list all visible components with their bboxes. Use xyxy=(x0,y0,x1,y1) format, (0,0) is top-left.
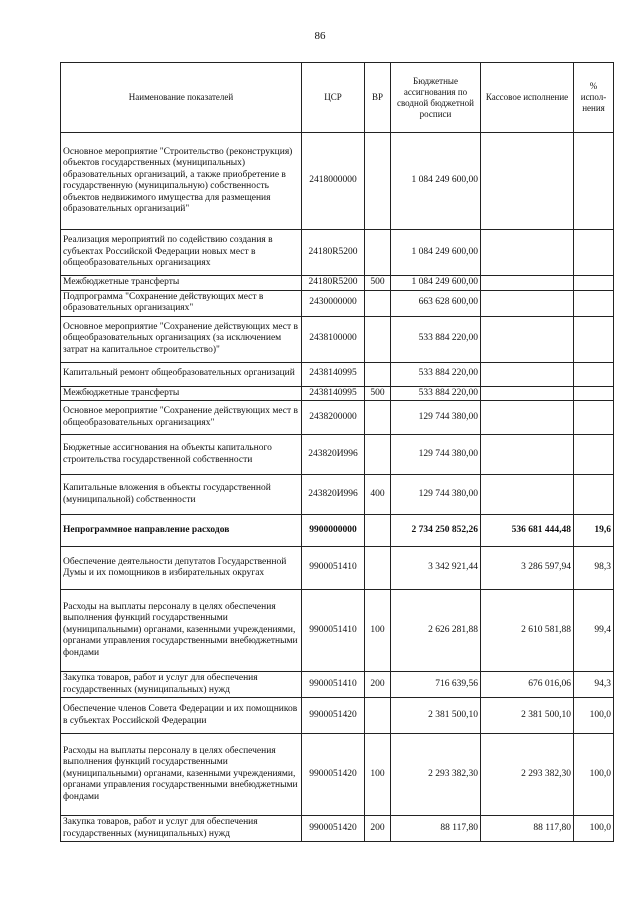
cell-name: Основное мероприятие "Сохранение действующих мест в общеобразовательных организациях" xyxy=(61,401,302,435)
cell-assigned: 716 639,56 xyxy=(391,672,481,698)
cell-name: Закупка товаров, работ и услуг для обеспечения государственных (муниципальных) нужд xyxy=(61,816,302,842)
cell-csr: 24180R5200 xyxy=(302,276,365,291)
cell-percent xyxy=(574,316,614,362)
table-row xyxy=(61,475,614,515)
cell-executed xyxy=(481,276,574,291)
cell-csr: 9900051420 xyxy=(302,734,365,816)
cell-executed xyxy=(481,401,574,435)
cell-csr: 243820И996 xyxy=(302,475,365,515)
cell-executed xyxy=(481,435,574,475)
table-row xyxy=(61,316,614,362)
cell-name: Основное мероприятие "Сохранение действующих мест в общеобразовательных организациях (за исключением затрат на капитальное строительство)" xyxy=(61,316,302,362)
cell-percent: 19,6 xyxy=(574,515,614,547)
cell-vr: 100 xyxy=(365,734,391,816)
cell-assigned: 533 884 220,00 xyxy=(391,386,481,401)
cell-name: Основное мероприятие "Строительство (реконструкция) объектов государственных (муниципальных) образовательных организаций, а также приобретение в государственную (муниципальную) собственность объектов недвижимого имущества для размещения образовательных организаций" xyxy=(61,133,302,230)
table-row xyxy=(61,816,614,842)
cell-executed xyxy=(481,133,574,230)
header-csr: ЦСР xyxy=(302,63,365,133)
cell-name: Обеспечение деятельности депутатов Государственной Думы и их помощников в избирательных округах xyxy=(61,547,302,590)
cell-percent: 94,3 xyxy=(574,672,614,698)
cell-name: Расходы на выплаты персоналу в целях обеспечения выполнения функций государственными (муниципальными) органами, казенными учреждениями, органами управления государственными внебюджетными фондами xyxy=(61,734,302,816)
cell-csr: 9900051410 xyxy=(302,672,365,698)
cell-vr xyxy=(365,547,391,590)
cell-vr xyxy=(365,698,391,734)
cell-name: Межбюджетные трансферты xyxy=(61,386,302,401)
cell-assigned: 1 084 249 600,00 xyxy=(391,133,481,230)
cell-name: Обеспечение членов Совета Федерации и их помощников в субъектах Российской Федерации xyxy=(61,698,302,734)
cell-csr: 243820И996 xyxy=(302,435,365,475)
table-row xyxy=(61,401,614,435)
cell-vr: 100 xyxy=(365,590,391,672)
table-row xyxy=(61,698,614,734)
cell-name: Реализация мероприятий по содействию создания в субъектах Российской Федерации новых мест в общеобразовательных организациях xyxy=(61,230,302,276)
cell-percent: 98,3 xyxy=(574,547,614,590)
cell-percent xyxy=(574,386,614,401)
cell-percent: 100,0 xyxy=(574,816,614,842)
cell-vr xyxy=(365,133,391,230)
table-row xyxy=(61,435,614,475)
table-row xyxy=(61,386,614,401)
header-executed: Кассовое исполнение xyxy=(481,63,574,133)
cell-percent xyxy=(574,362,614,386)
cell-percent: 99,4 xyxy=(574,590,614,672)
cell-percent xyxy=(574,133,614,230)
cell-executed xyxy=(481,290,574,316)
table-row xyxy=(61,276,614,291)
cell-vr xyxy=(365,290,391,316)
header-name: Наименование показателей xyxy=(61,63,302,133)
cell-assigned: 2 381 500,10 xyxy=(391,698,481,734)
cell-name: Межбюджетные трансферты xyxy=(61,276,302,291)
cell-csr: 9900000000 xyxy=(302,515,365,547)
cell-vr xyxy=(365,435,391,475)
cell-name: Непрограммное направление расходов xyxy=(61,515,302,547)
cell-executed xyxy=(481,386,574,401)
cell-vr xyxy=(365,515,391,547)
cell-csr: 9900051410 xyxy=(302,590,365,672)
cell-executed xyxy=(481,362,574,386)
cell-vr: 500 xyxy=(365,276,391,291)
cell-executed: 2 293 382,30 xyxy=(481,734,574,816)
cell-csr: 2438100000 xyxy=(302,316,365,362)
cell-csr: 2430000000 xyxy=(302,290,365,316)
cell-csr: 9900051420 xyxy=(302,816,365,842)
header-percent: % испол-нения xyxy=(574,63,614,133)
cell-executed: 676 016,06 xyxy=(481,672,574,698)
cell-csr: 2438200000 xyxy=(302,401,365,435)
cell-assigned: 533 884 220,00 xyxy=(391,316,481,362)
cell-percent xyxy=(574,276,614,291)
cell-percent xyxy=(574,475,614,515)
cell-executed xyxy=(481,316,574,362)
table-row xyxy=(61,734,614,816)
table-row xyxy=(61,515,614,547)
page-number: 86 xyxy=(314,30,326,42)
cell-executed xyxy=(481,230,574,276)
table-row xyxy=(61,230,614,276)
cell-executed: 88 117,80 xyxy=(481,816,574,842)
cell-csr: 2438140995 xyxy=(302,362,365,386)
cell-name: Бюджетные ассигнования на объекты капитального строительства государственной собственности xyxy=(61,435,302,475)
cell-name: Подпрограмма "Сохранение действующих мест в образовательных организациях" xyxy=(61,290,302,316)
cell-name: Капитальные вложения в объекты государственной (муниципальной) собственности xyxy=(61,475,302,515)
cell-assigned: 2 626 281,88 xyxy=(391,590,481,672)
cell-assigned: 663 628 600,00 xyxy=(391,290,481,316)
cell-vr: 400 xyxy=(365,475,391,515)
cell-assigned: 129 744 380,00 xyxy=(391,401,481,435)
cell-executed: 2 381 500,10 xyxy=(481,698,574,734)
cell-vr xyxy=(365,316,391,362)
table-row xyxy=(61,362,614,386)
cell-assigned: 129 744 380,00 xyxy=(391,475,481,515)
cell-assigned: 129 744 380,00 xyxy=(391,435,481,475)
table-row xyxy=(61,590,614,672)
cell-vr: 500 xyxy=(365,386,391,401)
table-row xyxy=(61,290,614,316)
table-header-row xyxy=(61,63,614,133)
cell-name: Закупка товаров, работ и услуг для обеспечения государственных (муниципальных) нужд xyxy=(61,672,302,698)
cell-vr xyxy=(365,362,391,386)
cell-csr: 2438140995 xyxy=(302,386,365,401)
cell-name: Капитальный ремонт общеобразовательных организаций xyxy=(61,362,302,386)
cell-assigned: 1 084 249 600,00 xyxy=(391,230,481,276)
cell-assigned: 1 084 249 600,00 xyxy=(391,276,481,291)
header-vr: ВР xyxy=(365,63,391,133)
header-assigned: Бюджетные ассигнования по сводной бюджетной росписи xyxy=(391,63,481,133)
budget-execution-table xyxy=(60,62,614,842)
cell-percent: 100,0 xyxy=(574,698,614,734)
cell-csr: 9900051420 xyxy=(302,698,365,734)
cell-executed: 2 610 581,88 xyxy=(481,590,574,672)
cell-vr xyxy=(365,401,391,435)
table-row xyxy=(61,547,614,590)
cell-vr xyxy=(365,230,391,276)
cell-csr: 9900051410 xyxy=(302,547,365,590)
cell-percent xyxy=(574,290,614,316)
cell-executed xyxy=(481,475,574,515)
cell-percent: 100,0 xyxy=(574,734,614,816)
cell-assigned: 3 342 921,44 xyxy=(391,547,481,590)
table-row xyxy=(61,672,614,698)
cell-percent xyxy=(574,435,614,475)
table-body xyxy=(61,133,614,842)
cell-percent xyxy=(574,230,614,276)
table-row xyxy=(61,133,614,230)
cell-vr: 200 xyxy=(365,672,391,698)
cell-assigned: 88 117,80 xyxy=(391,816,481,842)
cell-assigned: 2 734 250 852,26 xyxy=(391,515,481,547)
cell-csr: 2418000000 xyxy=(302,133,365,230)
cell-assigned: 533 884 220,00 xyxy=(391,362,481,386)
cell-percent xyxy=(574,401,614,435)
cell-assigned: 2 293 382,30 xyxy=(391,734,481,816)
cell-vr: 200 xyxy=(365,816,391,842)
cell-executed: 3 286 597,94 xyxy=(481,547,574,590)
cell-executed: 536 681 444,48 xyxy=(481,515,574,547)
cell-name: Расходы на выплаты персоналу в целях обеспечения выполнения функций государственными (муниципальными) органами, казенными учреждениями, органами управления государственными внебюджетными фондами xyxy=(61,590,302,672)
cell-csr: 24180R5200 xyxy=(302,230,365,276)
